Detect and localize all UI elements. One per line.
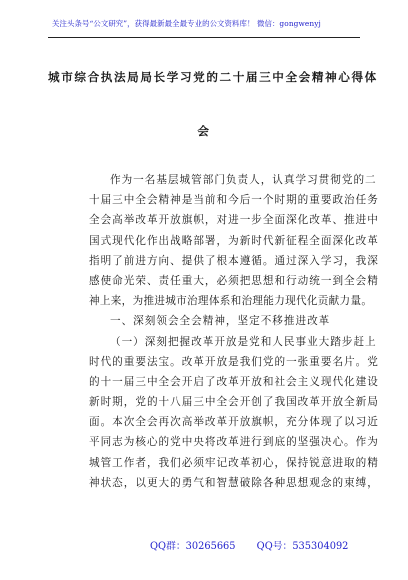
document-title-continuation: 会 <box>197 124 211 138</box>
body-line: 神上来，为推进城市治理体系和治理能力现代化贡献力量。 <box>89 295 373 308</box>
header-divider <box>48 37 360 38</box>
section-heading: 一、深刻领会全会精神，坚定不移推进改革 <box>110 315 331 328</box>
body-line: 神状态，以更大的勇气和智慧破除各种思想观念的束缚， <box>89 476 379 489</box>
body-line: 平同志为核心的党中央将改革进行到底的坚强决心。作为 <box>89 436 379 449</box>
body-line: 作为一名基层城管部门负责人，认真学习贯彻党的二 <box>110 174 377 186</box>
body-line: 时代的重要法宝。改革开放是我们党的一张重要名片。党 <box>89 355 379 368</box>
footer-qq-number: QQ号：535304092 <box>256 541 349 552</box>
body-line: 的十一届三中全会开启了改革开放和社会主义现代化建设 <box>89 375 379 388</box>
document-body <box>89 170 379 493</box>
document-title: 城市综合执法局局长学习党的二十届三中全会精神心得体 <box>48 70 378 84</box>
body-line: （一）深刻把握改革开放是党和人民事业大踏步赶上 <box>110 335 377 348</box>
body-line: 十届三中全会精神是当前和今后一个时期的重要政治任务 <box>89 194 379 207</box>
body-line: 国式现代化作出战略部署，为新时代新征程全面深化改革 <box>89 234 379 247</box>
header-watermark-text: 关注头条号“公文研究”，获得最新最全最专业的公文资料库！ 微信：gongwenyj <box>52 19 321 28</box>
body-line: 新时期，党的十八届三中全会开创了我国改革开放全新局 <box>89 396 379 409</box>
header-watermark <box>52 18 356 35</box>
body-line: 城管工作者，我们必须牢记改革初心，保持锐意进取的精 <box>89 456 379 469</box>
body-line: 全会高举改革开放旗帜，对进一步全面深化改革、推进中 <box>89 214 379 227</box>
footer-contact <box>150 538 366 552</box>
body-line: 指明了前进方向、提供了根本遵循。通过深入学习，我深 <box>89 254 379 267</box>
footer-qq-group: QQ群：30265665 <box>150 541 236 552</box>
body-line: 感使命光荣、责任重大，必须把思想和行动统一到全会精 <box>89 274 379 287</box>
body-line: 面。本次全会再次高举改革开放旗帜，充分体现了以习近 <box>89 416 379 429</box>
